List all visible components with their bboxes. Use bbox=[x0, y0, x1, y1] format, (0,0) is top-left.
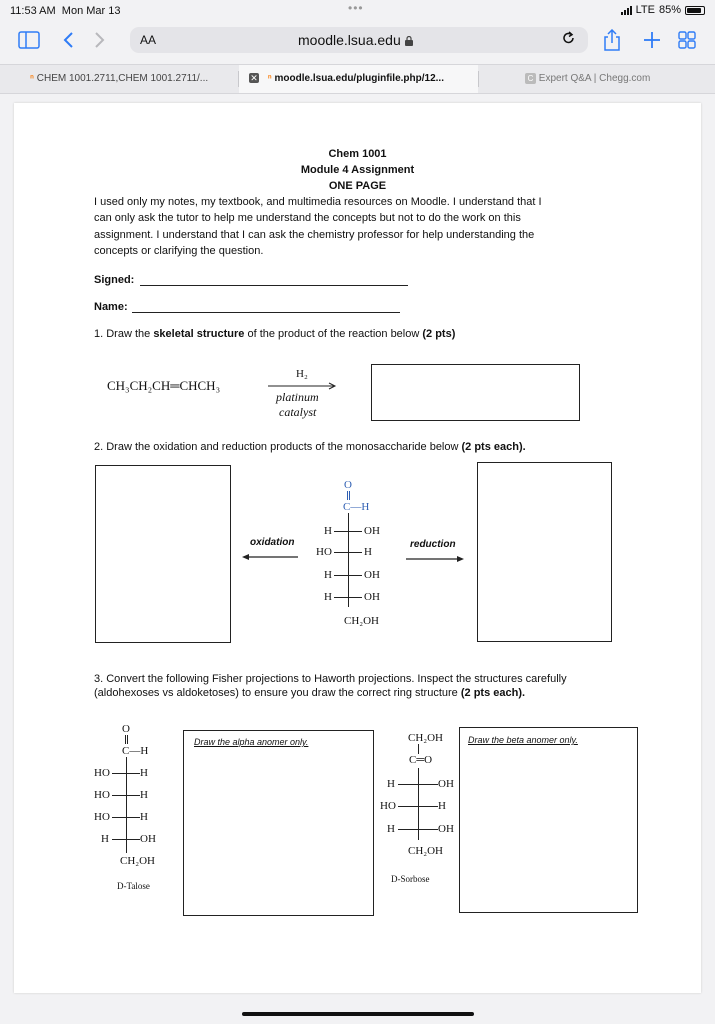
talose-name: D-Talose bbox=[117, 881, 150, 891]
catalyst-line2: catalyst bbox=[279, 405, 317, 419]
answer-box-beta-anomer[interactable] bbox=[459, 727, 638, 913]
status-bar bbox=[0, 0, 715, 22]
battery-percent: 85% bbox=[658, 4, 681, 16]
name-label: Name: bbox=[94, 301, 128, 313]
lock-icon bbox=[405, 36, 413, 46]
reduction-label: reduction bbox=[410, 539, 456, 550]
moodle-icon: ⁿ bbox=[30, 73, 34, 84]
answer-box-alpha-anomer[interactable] bbox=[183, 730, 374, 916]
status-icons bbox=[621, 4, 705, 16]
statement-line: can only ask the tutor to help me understand the concepts but not to do the work on this bbox=[94, 212, 521, 224]
statement-line: concepts or clarifying the question. bbox=[94, 245, 264, 257]
question-2: 2. Draw the oxidation and reduction products of the monosaccharide below (2 pts each). bbox=[94, 441, 526, 453]
new-tab-icon[interactable] bbox=[643, 31, 661, 49]
close-tab-icon[interactable]: ✕ bbox=[250, 73, 258, 83]
address-bar[interactable] bbox=[130, 27, 588, 53]
statement-line: assignment. I understand that I can ask the chemistry professor for help understanding the bbox=[94, 229, 535, 241]
tab-bar bbox=[0, 64, 715, 94]
doc-title: Chem 1001 bbox=[328, 148, 387, 160]
reduction-arrow-icon bbox=[406, 554, 464, 564]
clock: 11:53 AM Mon Mar 13 bbox=[10, 5, 121, 17]
doc-subtitle: Module 4 Assignment bbox=[300, 164, 415, 176]
tab-chem-course[interactable]: ⁿ CHEM 1001.2711,CHEM 1001.2711/... bbox=[30, 73, 209, 84]
reload-icon[interactable] bbox=[562, 30, 576, 46]
name-line bbox=[132, 312, 400, 313]
multitask-dots[interactable]: ••• bbox=[348, 1, 364, 15]
network-label: LTE bbox=[635, 4, 655, 16]
answer-box-reduction[interactable] bbox=[477, 462, 612, 642]
doc-one-page: ONE PAGE bbox=[328, 180, 387, 192]
statement-line: I used only my notes, my textbook, and multimedia resources on Moodle. I understand that I bbox=[94, 196, 542, 208]
tab-overview-icon[interactable] bbox=[678, 31, 696, 49]
home-indicator[interactable] bbox=[242, 1012, 474, 1016]
back-icon[interactable] bbox=[62, 31, 74, 49]
fischer-projection-1: O C—H H OH HO H H OH H OH CH₂OH bbox=[316, 479, 380, 627]
reagent: H₂ bbox=[296, 368, 308, 380]
chegg-icon: C bbox=[525, 73, 536, 84]
catalyst-line1: platinum bbox=[276, 390, 319, 404]
tab-chegg[interactable]: C Expert Q&A | Chegg.com bbox=[525, 65, 705, 93]
reader-options-button[interactable]: AA bbox=[140, 33, 157, 47]
pdf-page bbox=[14, 103, 701, 993]
tab-pluginfile[interactable]: ✕ ⁿ moodle.lsua.edu/pluginfile.php/12... bbox=[239, 65, 478, 93]
fischer-sorbose: CH₂OH C═O H OH HO H H OH CH₂OH D-Sorbose bbox=[380, 732, 454, 884]
share-icon[interactable] bbox=[603, 29, 621, 51]
signed-line bbox=[140, 285, 408, 286]
reactant: CH₃CH₂CH═CHCH₃ bbox=[107, 378, 221, 393]
url-text[interactable]: moodle.lsua.edu bbox=[298, 32, 413, 48]
signed-label: Signed: bbox=[94, 274, 135, 286]
battery-icon bbox=[685, 6, 705, 15]
question-3-line1: 3. Convert the following Fisher projections to Haworth projections. Inspect the structures carefully bbox=[94, 673, 567, 685]
answer-box-q1[interactable] bbox=[371, 364, 580, 421]
alpha-instruction: Draw the alpha anomer only. bbox=[194, 737, 309, 747]
fischer-talose: O C—H HO H HO H HO H H OH CH₂OH D-Talose bbox=[94, 723, 156, 891]
forward-icon[interactable] bbox=[94, 31, 106, 49]
question-1: 1. Draw the skeletal structure of the product of the reaction below (2 pts) bbox=[94, 328, 456, 340]
moodle-icon: ⁿ bbox=[267, 73, 272, 84]
signal-icon bbox=[621, 6, 632, 15]
question-3-line2: (aldohexoses vs aldoketoses) to ensure you draw the correct ring structure (2 pts each). bbox=[94, 687, 526, 699]
oxidation-label: oxidation bbox=[250, 537, 295, 548]
oxidation-arrow-icon bbox=[242, 552, 300, 562]
sorbose-name: D-Sorbose bbox=[391, 874, 430, 884]
beta-instruction: Draw the beta anomer only. bbox=[468, 735, 578, 745]
answer-box-oxidation[interactable] bbox=[95, 465, 231, 643]
sidebar-icon[interactable] bbox=[18, 31, 40, 49]
